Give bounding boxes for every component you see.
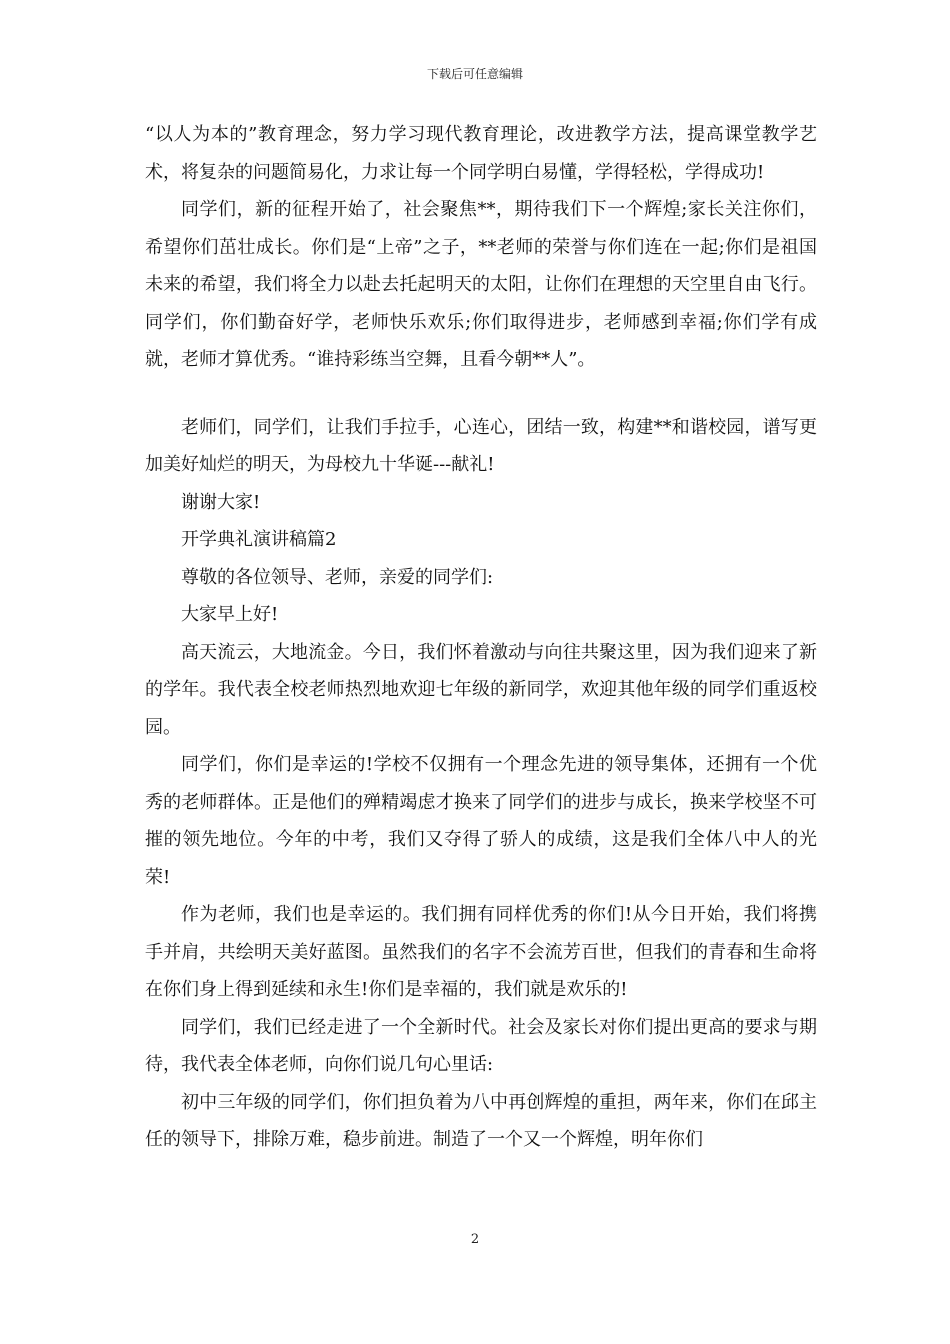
paragraph: 高天流云，大地流金。今日，我们怀着激动与向往共聚这里，因为我们迎来了新的学年。我代表全校老师热烈地欢迎七年级的新同学，欢迎其他年级的同学们重返校园。: [145, 641, 817, 738]
paragraph: 同学们，新的征程开始了，社会聚焦**，期待我们下一个辉煌;家长关注你们，希望你们茁壮成长。你们是“上帝”之子，**老师的荣誉与你们连在一起;你们是祖国未来的希望，我们将全力以赴去托起明天的太阳，让你们在理想的天空里自由飞行。同学们，你们勤奋好学，老师快乐欢乐;你们取得进步，老师感到幸福;你们学有成就，老师才算优秀。“谁持彩练当空舞，且看今朝**人”。: [145, 199, 817, 370]
paragraph: 初中三年级的同学们，你们担负着为八中再创辉煌的重担，两年来，你们在邱主任的领导下，排除万难，稳步前进。制造了一个又一个辉煌，明年你们: [145, 1091, 817, 1150]
page-number: 2: [470, 1232, 480, 1247]
salutation: 尊敬的各位领导、老师，亲爱的同学们:: [181, 566, 494, 588]
closing-thanks: 谢谢大家!: [181, 491, 261, 513]
paragraph: 老师们，同学们，让我们手拉手，心连心，团结一致，构建**和谐校园，谱写更加美好灿烂的明天，为母校九十华诞---献礼!: [145, 416, 817, 475]
paragraph-continued: “以人为本的”教育理念，努力学习现代教育理论，改进教学方法，提高课堂教学艺术，将复杂的问题简易化，力求让每一个同学明白易懂，学得轻松，学得成功!: [145, 124, 817, 183]
section-title: 开学典礼演讲稿篇2: [181, 529, 337, 550]
page-header: 下载后可任意编辑: [426, 67, 523, 81]
greeting: 大家早上好!: [181, 604, 279, 625]
paragraph: 同学们，我们已经走进了一个全新时代。社会及家长对你们提出更高的要求与期待，我代表全体老师，向你们说几句心里话:: [145, 1016, 817, 1075]
paragraph-spacer: [145, 379, 817, 409]
paragraph: 同学们，你们是幸运的!学校不仅拥有一个理念先进的领导集体，还拥有一个优秀的老师群体。正是他们的殚精竭虑才换来了同学们的进步与成长，换来学校坚不可摧的领先地位。今年的中考，我们又夺得了骄人的成绩，这是我们全体八中人的光荣!: [145, 754, 817, 888]
paragraph: 作为老师，我们也是幸运的。我们拥有同样优秀的你们!从今日开始，我们将携手并肩，共绘明天美好蓝图。虽然我们的名字不会流芳百世，但我们的青春和生命将在你们身上得到延续和永生!你们是幸福的，我们就是欢乐的!: [145, 904, 817, 1000]
document-body: [145, 116, 817, 1159]
